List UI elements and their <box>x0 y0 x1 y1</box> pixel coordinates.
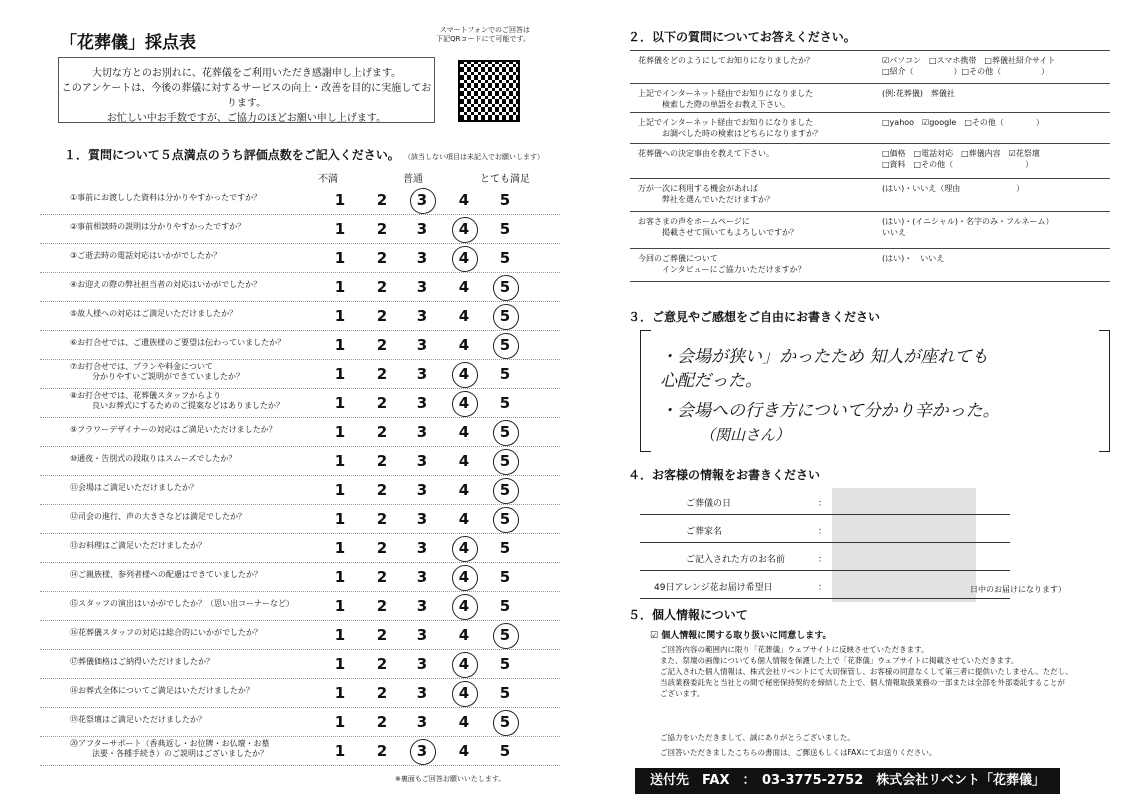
score-option-4[interactable]: 4 <box>458 684 470 702</box>
score-option-2[interactable]: 2 <box>376 742 388 760</box>
score-option-1[interactable]: 1 <box>334 510 346 528</box>
score-option-5[interactable]: 5 <box>499 684 511 702</box>
survey-question-row <box>630 212 1110 249</box>
score-option-2[interactable]: 2 <box>376 423 388 441</box>
customer-field-row[interactable] <box>640 574 1010 599</box>
question-row <box>40 214 560 244</box>
question-label: ⑦お打合せでは、プランや料金について 分かりやすいご説明ができていましたか？ <box>70 362 244 381</box>
question-label: ⑤故人様への対応はご満足いただけましたか？ <box>70 309 238 318</box>
score-option-5[interactable]: 5 <box>499 249 511 267</box>
score-option-1[interactable]: 1 <box>334 597 346 615</box>
score-option-1[interactable]: 1 <box>334 713 346 731</box>
customer-field-colon: ： <box>818 555 828 565</box>
bracket-left <box>640 330 651 452</box>
score-option-4[interactable]: 4 <box>458 249 470 267</box>
score-option-5[interactable]: 5 <box>499 452 511 470</box>
score-option-4[interactable]: 4 <box>458 307 470 325</box>
question-row <box>40 330 560 360</box>
score-option-1[interactable]: 1 <box>334 307 346 325</box>
score-option-4[interactable]: 4 <box>458 336 470 354</box>
score-option-2[interactable]: 2 <box>376 365 388 383</box>
survey-answer[interactable]: □yahoo ☑google □その他（ ） <box>882 118 1044 127</box>
score-option-4[interactable]: 4 <box>458 423 470 441</box>
score-option-2[interactable]: 2 <box>376 626 388 644</box>
question-row <box>40 678 560 708</box>
scale-label-poor: 不満 <box>318 174 338 185</box>
score-option-5[interactable]: 5 <box>499 568 511 586</box>
score-option-1[interactable]: 1 <box>334 423 346 441</box>
comment-line: 心配だった。 <box>660 371 762 391</box>
score-option-5[interactable]: 5 <box>499 597 511 615</box>
score-option-1[interactable]: 1 <box>334 278 346 296</box>
score-option-1[interactable]: 1 <box>334 568 346 586</box>
question-label: ⑳アフターサポート（香典返し・お位牌・お仏壇・お墓 法要・各種手続き）のご説明はございましたか？ <box>70 739 270 758</box>
question-label: ⑧お打合せでは、花葬儀スタッフからより 良いお葬式にするためのご提案などはありましたか？ <box>70 391 284 410</box>
score-option-5[interactable]: 5 <box>499 423 511 441</box>
score-option-3[interactable]: 3 <box>416 568 428 586</box>
left-page <box>40 10 560 800</box>
score-option-1[interactable]: 1 <box>334 336 346 354</box>
question-label: ⑯花葬儀スタッフの対応は総合的にいかがでしたか？ <box>70 628 262 637</box>
score-option-3[interactable]: 3 <box>416 742 428 760</box>
survey-question-row <box>630 179 1110 212</box>
question-label: ⑱お葬式全体についてご満足はいただけましたか？ <box>70 686 254 695</box>
question-label: ⑥お打合せでは、ご遺族様のご要望は伝わっていましたか？ <box>70 338 286 347</box>
section-5-heading: ５．個人情報について <box>628 608 748 622</box>
comment-area[interactable] <box>640 330 1110 455</box>
score-option-3[interactable]: 3 <box>416 307 428 325</box>
consent-checkbox[interactable]: ☑ 個人情報に関する取り扱いに同意します。 <box>650 631 832 641</box>
question-row <box>40 562 560 592</box>
survey-question: 花葬儀をどのようにしてお知りになりましたか？ <box>638 56 814 65</box>
customer-field-label: 49日アレンジ花お届け希望日 <box>654 583 773 593</box>
score-option-4[interactable]: 4 <box>458 365 470 383</box>
customer-field-colon: ： <box>818 527 828 537</box>
score-option-1[interactable]: 1 <box>334 626 346 644</box>
score-option-3[interactable]: 3 <box>416 713 428 731</box>
score-option-1[interactable]: 1 <box>334 365 346 383</box>
score-option-4[interactable]: 4 <box>458 742 470 760</box>
score-option-3[interactable]: 3 <box>416 423 428 441</box>
score-option-2[interactable]: 2 <box>376 597 388 615</box>
score-option-4[interactable]: 4 <box>458 278 470 296</box>
question-row <box>40 591 560 621</box>
question-label: ⑬お料理はご満足いただけましたか？ <box>70 541 206 550</box>
customer-field-colon: ： <box>818 583 828 593</box>
survey-question-row <box>630 113 1110 144</box>
score-option-2[interactable]: 2 <box>376 568 388 586</box>
score-option-4[interactable]: 4 <box>458 481 470 499</box>
question-row <box>40 475 560 505</box>
score-option-5[interactable]: 5 <box>499 307 511 325</box>
score-option-1[interactable]: 1 <box>334 191 346 209</box>
section-2-heading: ２．以下の質問についてお答えください。 <box>628 30 856 44</box>
section-1-heading: １．質問について５点満点のうち評価点数をご記入ください。 （該当しない項目は未記入でお願いします） <box>64 148 544 162</box>
survey-question: 万が一次に利用する機会があれば 弊社を選んでいただけますか？ <box>638 184 774 204</box>
score-option-2[interactable]: 2 <box>376 336 388 354</box>
survey-question: 上記でインターネット経由でお知りになりました 検索した際の単語をお教え下さい。 <box>638 89 814 109</box>
question-label: ④お迎えの際の弊社担当者の対応はいかがでしたか？ <box>70 280 262 289</box>
score-option-5[interactable]: 5 <box>499 336 511 354</box>
question-row <box>40 185 560 215</box>
score-option-4[interactable]: 4 <box>458 539 470 557</box>
back-side-note: ※裏面もご回答お願いいたします。 <box>395 775 506 783</box>
question-label: ①事前にお渡しした資料は分かりやすかったですか？ <box>70 193 262 202</box>
score-option-4[interactable]: 4 <box>458 568 470 586</box>
question-label: ⑩通夜・告別式の段取りはスムーズでしたか？ <box>70 454 237 463</box>
score-option-3[interactable]: 3 <box>416 278 428 296</box>
score-option-3[interactable]: 3 <box>416 191 428 209</box>
question-label: ⑭ご親族様、参列者様への配慮はできていましたか？ <box>70 570 262 579</box>
question-row <box>40 707 560 737</box>
score-option-4[interactable]: 4 <box>458 452 470 470</box>
score-option-2[interactable]: 2 <box>376 713 388 731</box>
score-option-1[interactable]: 1 <box>334 655 346 673</box>
score-option-2[interactable]: 2 <box>376 655 388 673</box>
score-option-1[interactable]: 1 <box>334 539 346 557</box>
survey-question-row <box>630 51 1110 84</box>
fax-footer: 送付先 FAX ： 03-3775-2752 株式会社リベント「花葬儀」 <box>635 768 1060 794</box>
comment-line: ・会場への行き方について分かり辛かった。 <box>660 401 1000 421</box>
question-row <box>40 272 560 302</box>
section-3-heading: ３．ご意見やご感想をご自由にお書きください <box>628 310 881 324</box>
question-label: ⑲花祭壇はご満足いただけましたか？ <box>70 715 206 724</box>
survey-answer[interactable]: □価格 □電話対応 □葬儀内容 ☑花祭壇 □資料 □その他（ ） <box>882 149 1040 169</box>
question-row <box>40 301 560 331</box>
customer-field-row[interactable] <box>640 546 1010 571</box>
question-row <box>40 446 560 476</box>
survey-answer[interactable]: (はい)・(イニシャル)・名字のみ・フルネーム） いいえ <box>882 217 1054 237</box>
question-label: ⑨フラワーデザイナーの対応はご満足いただけましたか？ <box>70 425 277 434</box>
score-option-1[interactable]: 1 <box>334 684 346 702</box>
survey-answer[interactable]: (はい)・いいえ（理由 ） <box>882 184 1025 193</box>
survey-answer[interactable]: ☑パソコン □スマホ携帯 □葬儀社紹介サイト □紹介（ ）□その他（ ） <box>882 56 1056 76</box>
survey-question: お客さまの声をホームページに 掲載させて頂いてもよろしいですか？ <box>638 217 798 237</box>
survey-question: 上記でインターネット経由でお知りになりました お調べした時の検索はどちらになりますか？ <box>638 118 822 138</box>
score-option-3[interactable]: 3 <box>416 655 428 673</box>
question-label: ⑰葬儀価格はご納得いただけましたか？ <box>70 657 214 666</box>
score-option-4[interactable]: 4 <box>458 220 470 238</box>
score-option-3[interactable]: 3 <box>416 481 428 499</box>
question-row <box>40 388 560 418</box>
score-option-2[interactable]: 2 <box>376 510 388 528</box>
question-label: ⑪会場はご満足いただけましたか？ <box>70 483 198 492</box>
scale-label-excellent: とても満足 <box>480 174 530 185</box>
score-option-1[interactable]: 1 <box>334 481 346 499</box>
question-row <box>40 417 560 447</box>
form-title: 「花葬儀」採点表 <box>60 33 196 53</box>
question-row <box>40 504 560 534</box>
score-option-4[interactable]: 4 <box>458 394 470 412</box>
score-option-5[interactable]: 5 <box>499 539 511 557</box>
score-option-5[interactable]: 5 <box>499 655 511 673</box>
customer-field-row[interactable] <box>640 490 1010 515</box>
score-option-3[interactable]: 3 <box>416 220 428 238</box>
score-option-2[interactable]: 2 <box>376 249 388 267</box>
question-row <box>40 736 560 766</box>
score-option-5[interactable]: 5 <box>499 510 511 528</box>
customer-field-colon: ： <box>818 499 828 509</box>
intro-box: 大切な方とのお別れに、花葬儀をご利用いただき感謝申し上げます。 このアンケートは、今後の葬儀に対するサービスの向上・改善を目的に実施しております。 お忙しい中お手数ですが、ご協力のほどお願い申し上げます。 <box>58 57 435 123</box>
bracket-right <box>1099 330 1110 452</box>
score-option-4[interactable]: 4 <box>458 626 470 644</box>
question-label: ③ご逝去時の電話対応はいかがでしたか？ <box>70 251 222 260</box>
score-option-3[interactable]: 3 <box>416 249 428 267</box>
score-option-5[interactable]: 5 <box>499 713 511 731</box>
survey-question-row <box>630 144 1110 179</box>
score-option-1[interactable]: 1 <box>334 394 346 412</box>
question-row <box>40 649 560 679</box>
question-row <box>40 359 560 389</box>
delivery-note: 日中のお届けになります） <box>970 585 1066 594</box>
score-option-5[interactable]: 5 <box>499 191 511 209</box>
qr-note: スマートフォンでのご回答は 下記QRコードにて可能です。 <box>436 26 530 43</box>
score-option-3[interactable]: 3 <box>416 539 428 557</box>
score-option-4[interactable]: 4 <box>458 597 470 615</box>
score-option-5[interactable]: 5 <box>499 220 511 238</box>
section-4-heading: ４．お客様の情報をお書きください <box>628 468 821 482</box>
score-option-1[interactable]: 1 <box>334 742 346 760</box>
score-option-2[interactable]: 2 <box>376 394 388 412</box>
score-option-5[interactable]: 5 <box>499 365 511 383</box>
survey-answer[interactable]: (例:花葬儀) 葬儀社 <box>882 89 955 98</box>
question-row <box>40 533 560 563</box>
qr-code[interactable] <box>458 60 520 122</box>
right-page <box>610 10 1130 800</box>
score-option-5[interactable]: 5 <box>499 742 511 760</box>
score-option-2[interactable]: 2 <box>376 684 388 702</box>
survey-question: 今回のご葬儀について インタビューにご協力いただけますか？ <box>638 254 806 274</box>
score-option-2[interactable]: 2 <box>376 307 388 325</box>
customer-field-label: ご葬儀の日 <box>686 499 732 509</box>
score-option-5[interactable]: 5 <box>499 481 511 499</box>
comment-line: ・会場が狭い」かったため 知人が座れても <box>660 347 989 367</box>
question-label: ⑫司会の進行、声の大きさなどは満足でしたか？ <box>70 512 246 521</box>
score-option-3[interactable]: 3 <box>416 684 428 702</box>
score-option-3[interactable]: 3 <box>416 452 428 470</box>
survey-question-row <box>630 249 1110 282</box>
score-option-1[interactable]: 1 <box>334 452 346 470</box>
survey-question: 花葬儀への決定事由を教えて下さい。 <box>638 149 774 158</box>
question-row <box>40 243 560 273</box>
score-option-3[interactable]: 3 <box>416 365 428 383</box>
score-option-2[interactable]: 2 <box>376 191 388 209</box>
score-option-1[interactable]: 1 <box>334 249 346 267</box>
customer-field-label: ご記入された方のお名前 <box>686 555 786 565</box>
comment-signature: （関山さん） <box>700 426 791 444</box>
score-option-4[interactable]: 4 <box>458 655 470 673</box>
score-option-2[interactable]: 2 <box>376 481 388 499</box>
thanks-text: ご協力をいただきまして、誠にありがとうございました。 ご回答いただきましたこちらの書面は、ご郵送もしくはFAXにてお送りください。 <box>660 733 937 757</box>
score-option-5[interactable]: 5 <box>499 278 511 296</box>
question-label: ⑮スタッフの演出はいかがでしたか？（思い出コーナーなど） <box>70 599 294 608</box>
question-row <box>40 620 560 650</box>
score-option-2[interactable]: 2 <box>376 278 388 296</box>
score-option-5[interactable]: 5 <box>499 626 511 644</box>
survey-answer[interactable]: (はい)・ いいえ <box>882 254 945 263</box>
customer-field-row[interactable] <box>640 518 1010 543</box>
score-option-4[interactable]: 4 <box>458 510 470 528</box>
score-option-5[interactable]: 5 <box>499 394 511 412</box>
score-option-4[interactable]: 4 <box>458 713 470 731</box>
score-option-2[interactable]: 2 <box>376 452 388 470</box>
score-option-4[interactable]: 4 <box>458 191 470 209</box>
score-option-3[interactable]: 3 <box>416 626 428 644</box>
score-option-2[interactable]: 2 <box>376 539 388 557</box>
score-option-3[interactable]: 3 <box>416 336 428 354</box>
survey-question-row <box>630 84 1110 113</box>
question-table <box>630 50 1110 282</box>
score-option-3[interactable]: 3 <box>416 597 428 615</box>
score-option-2[interactable]: 2 <box>376 220 388 238</box>
customer-field-label: ご葬家名 <box>686 527 723 537</box>
score-option-3[interactable]: 3 <box>416 394 428 412</box>
privacy-text: ご回答内容の範囲内に限り「花葬儀」ウェブサイトに反映させていただきます。 また、祭壇の画像についても個人情報を保護した上で「花葬儀」ウェブサイトに掲載させていただきます。 ご記入された個人情報は、株式会社リベントにて大切保管し、お客様の同意なくして第三者に提供いたしません。ただし、 当該業務委託先と当社との間で秘密保持契約を締結した上で、個人情報取扱業務の一部または全部を外部委託することが ございます。 <box>660 645 1073 698</box>
score-option-1[interactable]: 1 <box>334 220 346 238</box>
scale-label-average: 普通 <box>403 174 423 185</box>
question-label: ②事前相談時の説明は分かりやすかったですか？ <box>70 222 246 231</box>
score-option-3[interactable]: 3 <box>416 510 428 528</box>
